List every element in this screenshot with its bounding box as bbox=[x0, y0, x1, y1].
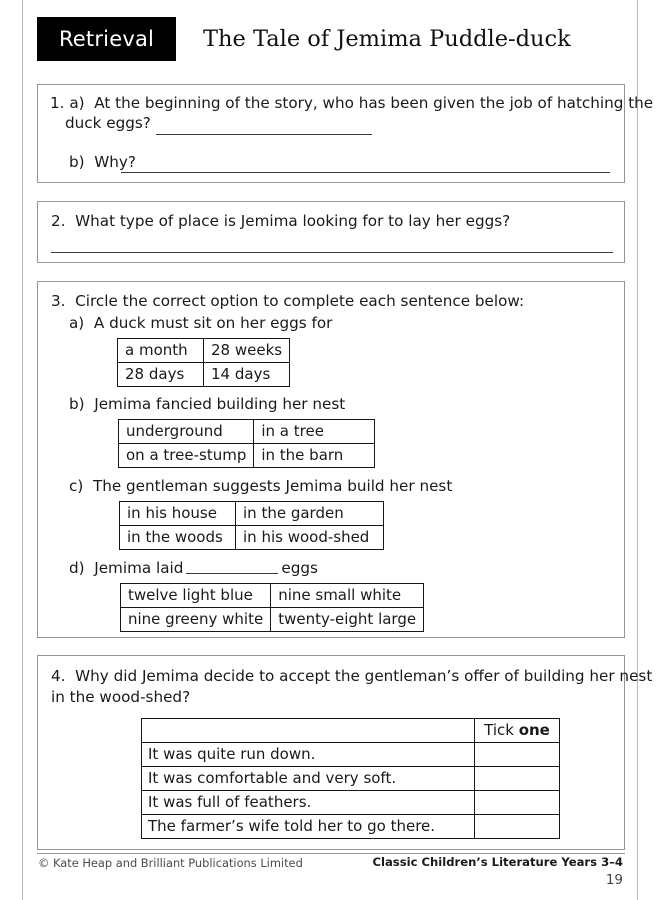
question-1-number: 1. bbox=[50, 94, 65, 112]
question-1b-line bbox=[69, 152, 136, 172]
question-1-box bbox=[37, 84, 654, 183]
option-cell[interactable]: 28 weeks bbox=[204, 339, 290, 363]
table-row bbox=[119, 420, 375, 444]
table-row bbox=[120, 502, 384, 526]
question-2-number: 2. bbox=[51, 212, 66, 230]
option-cell[interactable]: twenty-eight large bbox=[271, 608, 424, 632]
option-cell[interactable]: 28 days bbox=[118, 363, 204, 387]
question-3d-stem-line bbox=[69, 558, 318, 578]
footer-copyright: © Kate Heap and Brilliant Publications Limited bbox=[38, 856, 303, 870]
option-cell[interactable]: twelve light blue bbox=[121, 584, 271, 608]
question-3d-stem-after: eggs bbox=[281, 559, 318, 577]
question-3b-label: b) bbox=[69, 395, 85, 413]
question-1a-answer-line[interactable] bbox=[156, 134, 372, 135]
question-1a-label: a) bbox=[69, 94, 85, 112]
question-3-prompt-line bbox=[51, 291, 524, 311]
question-3b-stem-line bbox=[69, 394, 345, 414]
option-cell[interactable]: underground bbox=[119, 420, 254, 444]
question-1a-line2 bbox=[65, 113, 151, 133]
question-1b-label: b) bbox=[69, 153, 85, 171]
question-2-text: What type of place is Jemima looking for to lay her eggs? bbox=[75, 212, 511, 230]
question-1b-text: Why? bbox=[94, 153, 136, 171]
page-title: The Tale of Jemima Puddle-duck bbox=[203, 26, 571, 52]
question-4-box bbox=[37, 655, 653, 850]
option-cell[interactable]: in a tree bbox=[254, 420, 375, 444]
question-3a-options-table bbox=[117, 338, 290, 387]
tick-statement: It was comfortable and very soft. bbox=[142, 767, 475, 791]
question-3d-options-table bbox=[120, 583, 424, 632]
tick-table-blank-header bbox=[142, 719, 475, 743]
question-4-line2 bbox=[51, 687, 190, 707]
option-cell[interactable]: a month bbox=[118, 339, 204, 363]
question-1a-line1 bbox=[50, 93, 653, 113]
option-cell[interactable]: in his house bbox=[120, 502, 236, 526]
question-3-number: 3. bbox=[51, 292, 66, 310]
tick-one-header bbox=[475, 719, 560, 743]
table-row bbox=[142, 743, 560, 767]
question-2-line bbox=[51, 211, 510, 231]
option-cell[interactable]: in his wood-shed bbox=[236, 526, 384, 550]
table-row bbox=[121, 584, 424, 608]
worksheet-page bbox=[22, 0, 654, 900]
option-cell[interactable]: in the barn bbox=[254, 444, 375, 468]
option-cell[interactable]: nine greeny white bbox=[121, 608, 271, 632]
tick-checkbox-cell[interactable] bbox=[475, 791, 560, 815]
footer-divider bbox=[37, 853, 625, 854]
table-row bbox=[119, 444, 375, 468]
question-2-answer-line[interactable] bbox=[51, 252, 613, 253]
question-4-tick-table bbox=[141, 718, 560, 839]
question-3-prompt: Circle the correct option to complete each sentence below: bbox=[75, 292, 525, 310]
tick-statement: It was quite run down. bbox=[142, 743, 475, 767]
table-row bbox=[118, 363, 290, 387]
question-3c-stem-line bbox=[69, 476, 452, 496]
option-cell[interactable]: in the woods bbox=[120, 526, 236, 550]
question-1a-text: At the beginning of the story, who has been given the job of hatching the bbox=[94, 94, 654, 112]
question-3d-blank[interactable] bbox=[186, 573, 278, 574]
table-row bbox=[142, 767, 560, 791]
table-row bbox=[118, 339, 290, 363]
tick-statement: The farmer’s wife told her to go there. bbox=[142, 815, 475, 839]
question-4-number: 4. bbox=[51, 667, 66, 685]
tick-checkbox-cell[interactable] bbox=[475, 767, 560, 791]
question-1b-answer-line[interactable] bbox=[121, 172, 610, 173]
tick-checkbox-cell[interactable] bbox=[475, 815, 560, 839]
question-3b-stem: Jemima fancied building her nest bbox=[94, 395, 346, 413]
question-4-line1 bbox=[51, 666, 652, 686]
option-cell[interactable]: on a tree-stump bbox=[119, 444, 254, 468]
option-cell[interactable]: 14 days bbox=[204, 363, 290, 387]
question-3a-stem-line bbox=[69, 313, 332, 333]
question-3-box bbox=[37, 281, 625, 638]
table-row bbox=[121, 608, 424, 632]
page-number: 19 bbox=[605, 872, 623, 888]
page-header bbox=[37, 16, 625, 62]
question-3d-label: d) bbox=[69, 559, 85, 577]
table-row bbox=[142, 791, 560, 815]
option-cell[interactable]: in the garden bbox=[236, 502, 384, 526]
option-cell[interactable]: nine small white bbox=[271, 584, 424, 608]
retrieval-badge: Retrieval bbox=[37, 17, 176, 61]
question-3a-stem: A duck must sit on her eggs for bbox=[93, 314, 333, 332]
tick-statement: It was full of feathers. bbox=[142, 791, 475, 815]
tick-header-bold: one bbox=[518, 721, 550, 739]
question-4-text: Why did Jemima decide to accept the gentleman’s offer of building her nest bbox=[75, 667, 653, 685]
question-3c-stem: The gentleman suggests Jemima build her nest bbox=[92, 477, 453, 495]
table-row bbox=[120, 526, 384, 550]
question-3a-label: a) bbox=[69, 314, 85, 332]
table-row bbox=[142, 815, 560, 839]
question-4-text-cont: in the wood-shed? bbox=[51, 688, 191, 706]
question-3d-stem-before: Jemima laid bbox=[94, 559, 184, 577]
question-3c-label: c) bbox=[69, 477, 84, 495]
table-header-row bbox=[142, 719, 560, 743]
tick-checkbox-cell[interactable] bbox=[475, 743, 560, 767]
question-2-box bbox=[37, 201, 625, 263]
question-3c-options-table bbox=[119, 501, 384, 550]
footer-series-title: Classic Children’s Literature Years 3–4 bbox=[372, 855, 623, 869]
question-3b-options-table bbox=[118, 419, 375, 468]
question-1a-text-cont: duck eggs? bbox=[65, 114, 151, 132]
tick-header-prefix: Tick bbox=[484, 721, 519, 739]
